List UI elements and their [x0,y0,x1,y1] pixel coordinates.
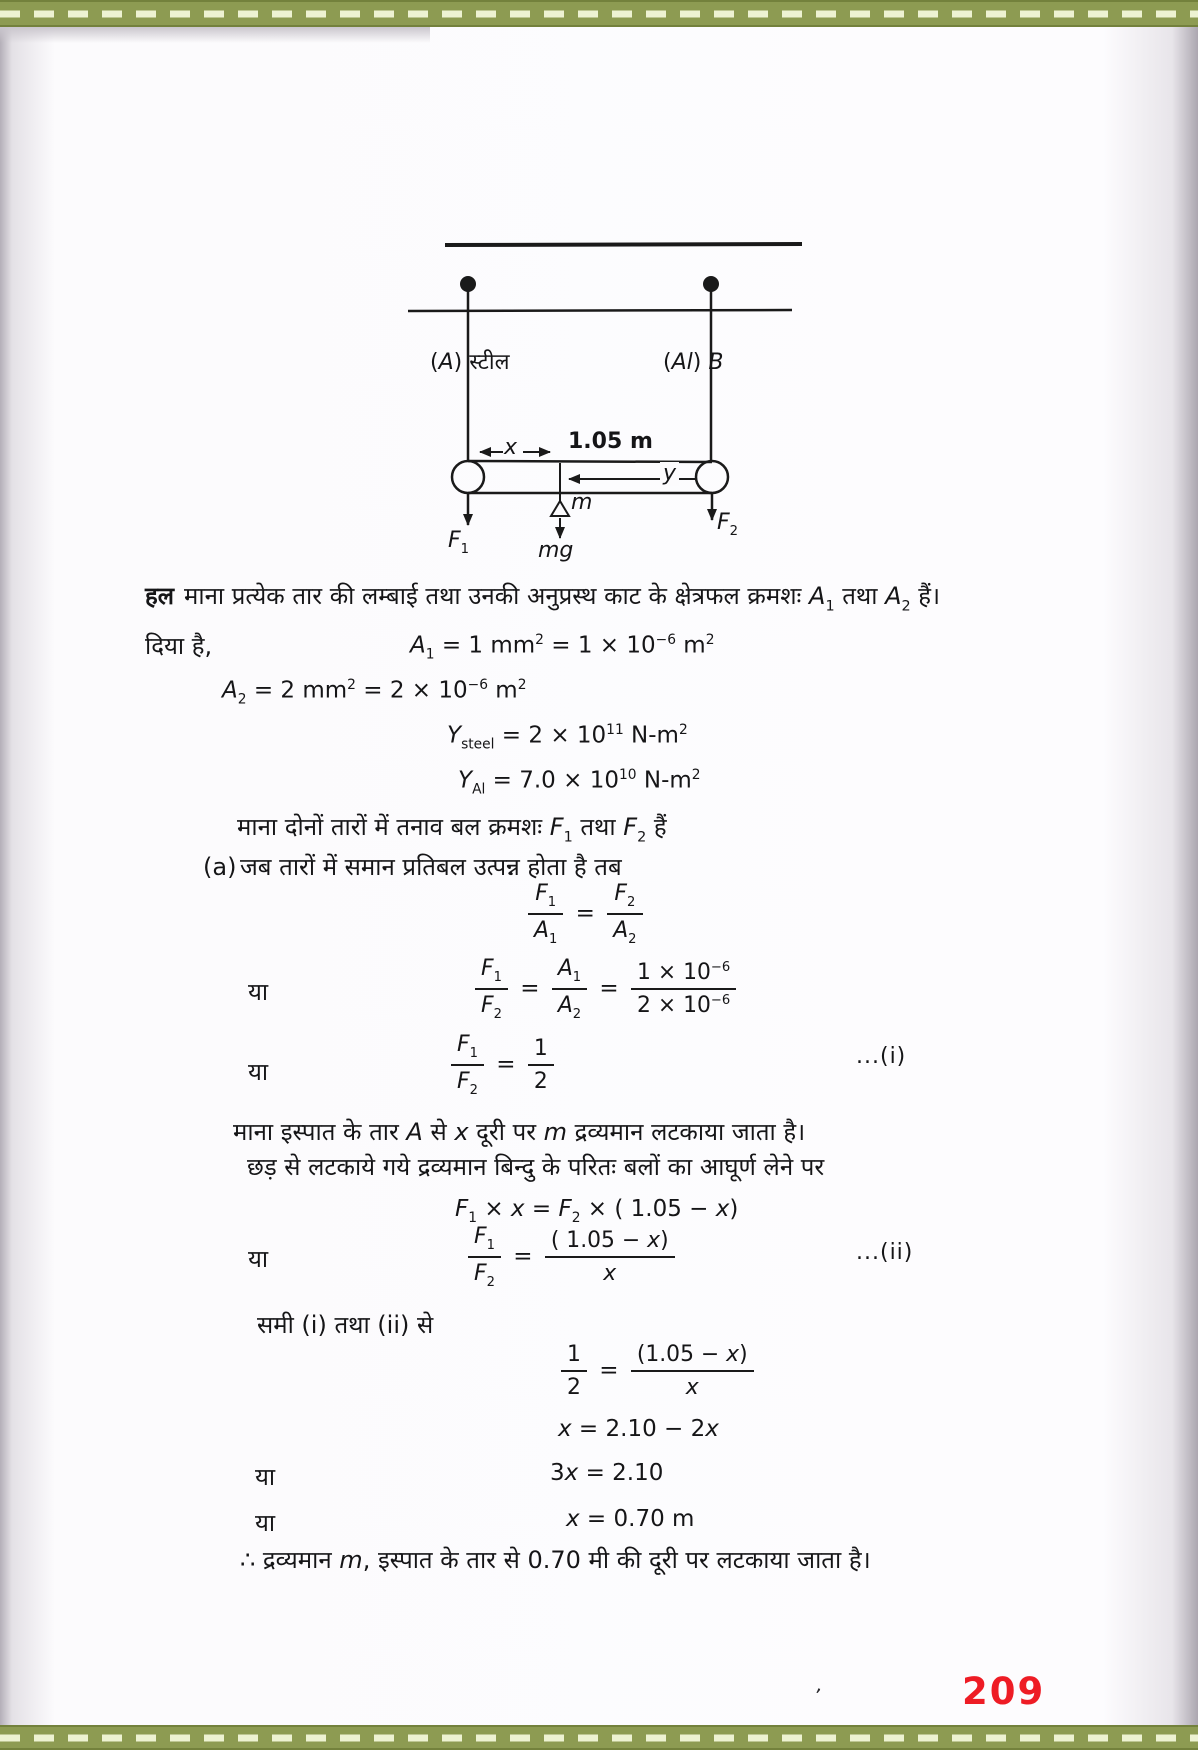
math-token: x [454,1118,469,1146]
wire-a-label [430,351,510,375]
math-token: द्रव्यमान लटकाया जाता है। [567,1118,806,1146]
mass-label [571,491,592,515]
math-token: तथा [572,813,624,841]
math-token [607,881,642,947]
math-token: F [474,1260,487,1286]
rod-right-ring [696,461,728,493]
equation-y-aluminium [458,767,701,797]
math-token [451,1032,484,1098]
math-token: x [603,1260,617,1286]
two-wire-rod-diagram [400,235,820,585]
math-token: 1 [548,931,558,947]
math-token: 2 [517,677,527,693]
math-token [468,1224,501,1290]
given-label: दिया है, [145,632,213,660]
math-token: × ( 1.05 − [580,1196,716,1222]
solution-intro-line [145,580,940,617]
math-token: 1 [486,1237,495,1253]
math-token: steel [461,736,495,753]
math-token [475,956,508,1022]
math-token: m [571,490,593,515]
math-token: Al [671,350,693,375]
equation-ratio-half [446,1032,559,1098]
math-token: F [455,1196,469,1222]
math-token [475,990,508,1022]
math-token: A [809,582,826,610]
math-token: mg [538,538,574,563]
weight-label [538,539,573,563]
math-token: A [557,956,573,981]
math-token: F [457,1068,470,1094]
math-token [561,1342,587,1400]
math-token: 2 [729,523,739,539]
math-token: x [504,435,518,460]
math-token [528,1036,554,1066]
math-token [631,1342,754,1372]
math-token: ) [660,1227,669,1253]
math-token: दूरी पर [468,1118,544,1146]
equation-number-i: ...(i) [856,1044,907,1069]
math-token [528,1066,554,1094]
math-token [631,1372,754,1400]
math-token: × [477,1196,511,1222]
math-token: 1 [460,541,470,557]
math-token: F [614,881,627,906]
math-token: 2 [486,1274,495,1290]
math-token: F [474,1224,487,1249]
rod-length-label [568,430,653,454]
math-token: माना दोनों तारों में तनाव बल क्रमशः [237,813,550,841]
equation-a1 [410,632,714,662]
math-token: x [558,1416,572,1442]
border-dash-pattern [0,1734,1198,1741]
force-f2-label [717,511,738,539]
support-line [408,310,792,311]
math-token: ) [729,1196,739,1222]
math-token: F [558,1196,572,1222]
x-distance-label [504,436,517,460]
or-label-4: या [255,1463,276,1491]
equation-y-steel [447,722,688,752]
math-token [528,881,563,947]
math-token: F [457,1032,470,1057]
math-token: 11 [606,722,624,738]
conclusion-line [240,1544,871,1576]
math-token: = 0.70 m [579,1506,695,1532]
math-token: ∴ द्रव्यमान [240,1546,340,1574]
part-a-marker: (a) [203,853,237,881]
math-token: = [591,1357,626,1384]
math-token: = 2 mm [246,677,348,704]
math-token: 1 × 10 [637,959,711,985]
math-token: 1 [825,598,835,615]
math-token: 2 [705,632,715,648]
math-token [607,915,642,947]
math-token: y [663,461,677,486]
decorative-border-top [0,0,1198,27]
math-token: 2 × 10 [637,992,711,1018]
math-token [561,1342,587,1372]
math-token: m [339,1546,363,1574]
math-token: x [564,1460,579,1486]
tension-assumption-line [237,811,667,848]
math-token: हैं [646,813,667,841]
math-token: 2 [628,931,637,947]
math-token: 2 [493,1006,502,1022]
or-label-2: या [248,1058,269,1086]
math-token: ) [692,350,709,375]
math-token: F [481,956,494,981]
math-token: = 1 mm [434,632,536,659]
hook-b-dot [703,276,719,292]
page-number: 209 [962,1670,1046,1713]
math-token: m [675,632,706,659]
math-token: −6 [655,632,676,648]
equation-ratio-distance [463,1224,680,1290]
math-token: 2 [469,1082,478,1098]
math-token: 2 [535,632,544,648]
math-token: 1.05 m [568,429,653,454]
math-token: = [512,975,547,1002]
border-dash-pattern [0,10,1198,17]
solution-intro-text [184,582,941,615]
math-token [545,1228,675,1258]
math-token [631,960,736,1018]
math-token [528,881,563,915]
math-token: A [885,582,902,610]
part-a-text: जब तारों में समान प्रतिबल उत्पन्न होता है तब [240,853,622,881]
math-token: 1 [563,829,573,846]
equation-a2 [222,677,526,707]
or-label-3: या [248,1245,269,1273]
math-token [545,1228,675,1286]
math-token: 10 [618,767,637,783]
math-token: 1 [547,894,557,910]
math-token [451,1066,484,1098]
math-token: 2 [237,691,247,708]
math-token: x [566,1506,580,1532]
math-token: 1 [468,1210,478,1227]
math-token: A [438,350,454,375]
math-token: 2 [567,1375,581,1400]
equation-ratio-areas [470,956,741,1022]
math-token: 1 [533,1035,548,1061]
math-token [475,956,508,990]
equation-expand [558,1416,719,1442]
math-token: 1 [572,969,582,985]
math-token: x [685,1375,699,1400]
math-token: 3 [550,1460,565,1486]
math-token: A [557,992,573,1018]
math-token: m [487,677,518,704]
math-token: हैं। [910,582,941,610]
or-label-5: या [255,1509,276,1537]
math-token: Y [447,722,462,749]
math-token: 2 [571,1210,581,1227]
math-token: तथा [834,582,886,610]
math-token: F [549,813,564,841]
math-token [552,990,587,1022]
math-token [468,1258,501,1290]
equation-x-value [566,1506,694,1532]
equation-half-distance [556,1342,759,1400]
math-token: x [510,1196,525,1222]
math-token: N-m [636,767,692,794]
scan-smudge [0,27,430,43]
math-token: 2 [901,598,911,615]
math-token: = [592,975,627,1002]
math-token [607,881,642,915]
math-token [561,1372,587,1400]
math-token: माना इस्पात के तार [233,1118,407,1146]
math-token: ) [739,1342,748,1367]
math-token: A [534,917,549,943]
math-token: A [406,1118,423,1146]
force-f1-label [448,529,469,557]
math-token: माना प्रत्येक तार की लम्बाई तथा उनकी अनुप्रस्थ काट के क्षेत्रफल क्रमशः [184,582,810,610]
wire-b-label [663,351,723,375]
torque-line: छड़ से लटकाये गये द्रव्यमान बिन्दु के परितः बलों का आघूर्ण लेने पर [247,1153,825,1181]
math-token: ( [663,350,672,375]
math-token: Al [472,781,486,798]
equation-equal-stress [523,881,648,947]
math-token: = 2 × 10 [355,677,468,704]
math-token: = 1 × 10 [543,632,656,659]
math-token: F [717,510,730,535]
mass-position-line [233,1116,805,1148]
math-token: −6 [710,960,731,976]
math-token: = 7.0 × 10 [485,767,619,794]
math-token: 2 [626,894,636,910]
math-token [631,990,736,1018]
math-token: = [568,900,603,927]
math-token: 1 [469,1045,478,1061]
math-token: B [708,350,724,375]
math-token: 2 [347,677,356,693]
math-token [545,1258,675,1286]
math-token: = [488,1051,523,1078]
math-token: A [410,632,426,659]
math-token: A [222,677,238,704]
math-token: x [715,1196,730,1222]
math-token [528,1036,554,1094]
math-token: = 2.10 [578,1460,664,1486]
math-token [631,960,736,990]
math-token: , इस्पात के तार से 0.70 मी की दूरी पर लटकाया जाता है। [362,1546,871,1574]
math-token [552,956,587,1022]
y-distance-label [660,462,679,486]
math-token: से [422,1118,455,1146]
scan-artifact-mark: ’ [811,1683,823,1709]
math-token: 1 [425,646,435,663]
math-token: ( [430,350,439,375]
from-equations-line: समी (i) तथा (ii) से [257,1311,434,1339]
math-token: N-m [623,722,679,749]
equation-number-ii: ...(ii) [856,1240,914,1265]
math-token: = [505,1243,540,1270]
math-token [552,956,587,990]
equation-moment-balance [455,1196,738,1226]
math-token: 1 [493,969,502,985]
decorative-border-bottom [0,1725,1198,1750]
hook-a-dot [460,276,476,292]
math-token [631,1342,754,1400]
math-token: 2 [533,1068,548,1094]
math-token: −6 [710,993,731,1009]
math-token: F [535,881,548,906]
equation-three-x [550,1460,663,1486]
math-token: 2 [572,1006,582,1022]
math-token: x [726,1342,740,1367]
math-token: A [613,917,629,943]
math-token: F [481,992,494,1018]
math-token: x [647,1227,661,1253]
math-token [528,915,563,947]
or-label-1: या [248,978,269,1006]
math-token: Y [458,767,473,794]
math-token: 2 [678,722,688,738]
math-token: ( 1.05 − [550,1227,648,1253]
math-token: (1.05 − [636,1342,727,1367]
math-token: = 2.10 − 2 [571,1416,706,1442]
math-token [468,1224,501,1258]
math-token: = 2 × 10 [494,722,607,749]
math-token: 1 [567,1342,581,1367]
math-token: x [705,1416,719,1442]
math-token: = [524,1196,559,1222]
ceiling-line [445,244,802,245]
math-token [451,1032,484,1066]
mass-triangle [551,501,569,516]
math-token: −6 [467,677,488,693]
math-token: F [623,813,638,841]
math-token: ) स्टील [453,350,510,375]
solution-heading: हल [145,582,175,610]
math-token: 2 [691,767,701,783]
math-token: m [543,1118,568,1146]
rod-left-ring [452,461,484,493]
math-token: F [448,528,461,553]
math-token: 2 [637,829,647,846]
